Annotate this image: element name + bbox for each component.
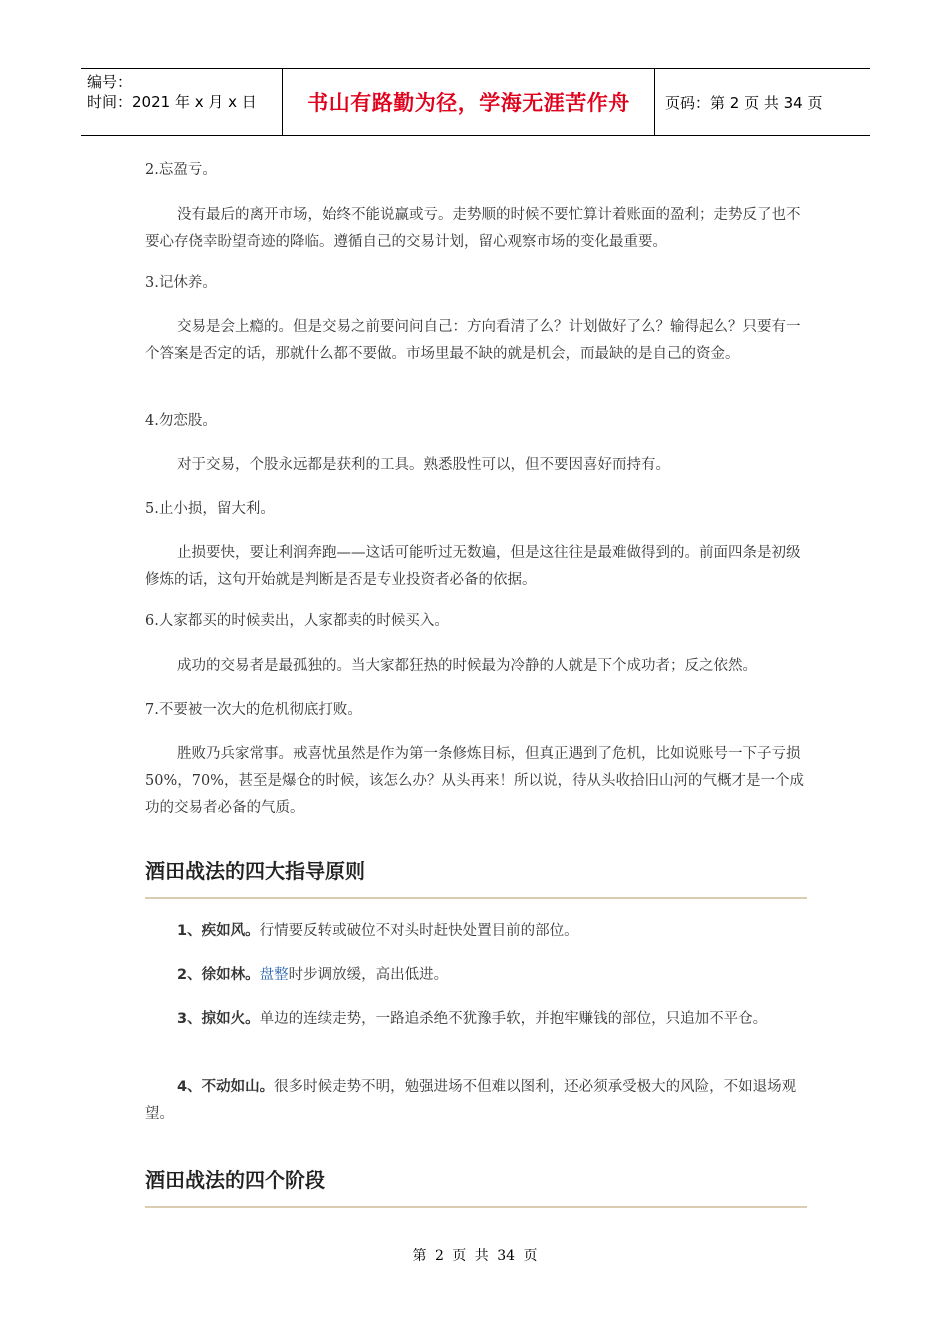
principle-lead: 3、掠如火。: [177, 1011, 260, 1027]
section-divider: [145, 897, 807, 899]
item-3-body: 交易是会上瘾的。但是交易之前要问问自己：方向看清了么？计划做好了么？输得起么？只要有一个答案是否定的话，那就什么都不要做。市场里最不缺的就是机会，而最缺的是自己的资金。: [145, 319, 801, 362]
section-heading-principles: 酒田战法的四大指导原则: [145, 859, 365, 883]
item-2-body: 没有最后的离开市场，始终不能说赢或亏。走势顺的时候不要忙算计着账面的盈利；走势反了也不要心存侥幸盼望奇迹的降临。遵循自己的交易计划，留心观察市场的变化最重要。: [145, 207, 801, 250]
section-divider: [145, 1206, 807, 1208]
number-label: 编号：: [87, 73, 133, 91]
principle-item: [145, 1074, 807, 1128]
principle-item: [145, 918, 807, 945]
principle-item: [145, 1006, 807, 1033]
principle-lead: 4、不动如山。: [177, 1079, 275, 1095]
item-7-body: 胜败乃兵家常事。戒喜忧虽然是作为第一条修炼目标，但真正遇到了危机，比如说账号一下子亏损 50%，70%，甚至是爆仓的时候，该怎么办？从头再来！所以说，待从头收拾旧山河的气概才是一个成功的交易者必备的气质。: [145, 746, 804, 816]
principle-text: 很多时候走势不明，勉强进场不但难以图利，还必须承受极大的风险，不如退场观望。: [145, 1079, 797, 1122]
item-5-title: 5.止小损，留大利。: [145, 501, 275, 517]
consolidation-link[interactable]: 盘整: [259, 967, 289, 983]
time-label: 时间：2021 年 x 月 x 日: [87, 93, 257, 111]
document-header: [81, 68, 870, 136]
section-heading-stages: 酒田战法的四个阶段: [145, 1168, 325, 1192]
principle-text: 行情要反转或破位不对头时赶快处置目前的部位。: [259, 923, 579, 939]
item-2-title: 2.忘盈亏。: [145, 162, 217, 178]
header-meta: [81, 69, 282, 135]
principle-lead: 2、徐如林。: [177, 967, 260, 983]
header-page-info: 页码：第 2 页 共 34 页: [665, 93, 823, 112]
page-footer: 第 2 页 共 34 页: [412, 1248, 538, 1264]
item-5-body: 止损要快，要让利润奔跑——这话可能听过无数遍，但是这往往是最难做得到的。前面四条是初级修炼的话，这句开始就是判断是否是专业投资者必备的依据。: [145, 545, 801, 588]
item-7-title: 7.不要被一次大的危机彻底打败。: [145, 702, 362, 718]
header-motto: 书山有路勤为径，学海无涯苦作舟: [282, 69, 655, 135]
item-4-title: 4.勿恋股。: [145, 413, 217, 429]
principle-text: 时步调放缓，高出低进。: [288, 967, 449, 983]
item-4-body: 对于交易，个股永远都是获利的工具。熟悉股性可以，但不要因喜好而持有。: [177, 457, 670, 473]
item-6-body: 成功的交易者是最孤独的。当大家都狂热的时候最为冷静的人就是下个成功者；反之依然。: [177, 658, 757, 674]
item-3-title: 3.记休养。: [145, 275, 217, 291]
principle-text: 单边的连续走势，一路追杀绝不犹豫手软，并抱牢赚钱的部位，只追加不平仓。: [259, 1011, 768, 1027]
principle-item: [145, 962, 807, 989]
item-6-title: 6.人家都买的时候卖出，人家都卖的时候买入。: [145, 613, 449, 629]
principle-lead: 1、疾如风。: [177, 923, 260, 939]
